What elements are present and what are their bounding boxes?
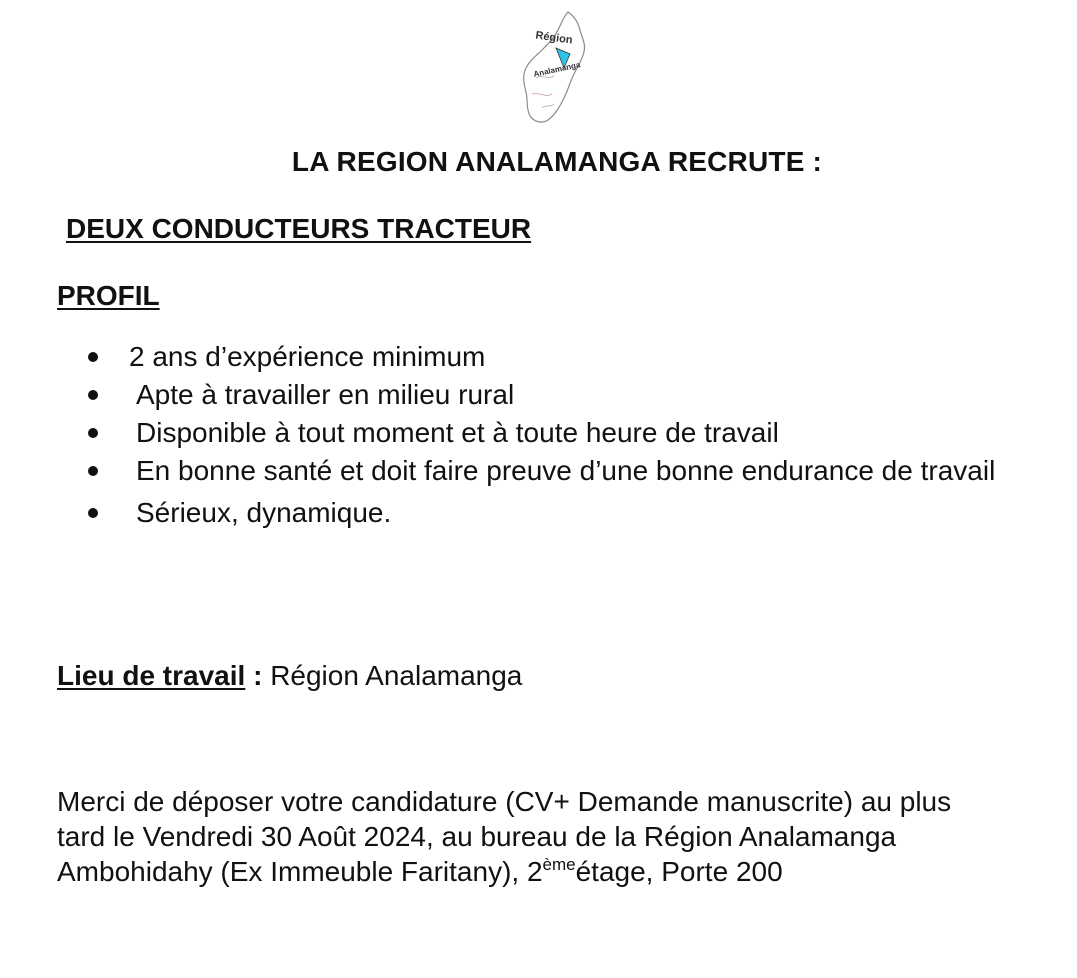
- profil-list: [0, 338, 1077, 532]
- region-analamanga-logo: [512, 8, 596, 128]
- application-line-1: Merci de déposer votre candidature (CV+ Demande manuscrite) au plus: [57, 786, 952, 817]
- list-item: [0, 376, 1006, 414]
- list-item: [0, 414, 1006, 452]
- workplace-value: Région Analamanga: [270, 660, 523, 691]
- headline: LA REGION ANALAMANGA RECRUTE :: [291, 146, 823, 177]
- bullet-icon: [88, 466, 98, 476]
- list-item: [0, 494, 1006, 532]
- list-item: [0, 338, 999, 376]
- application-instructions: [57, 784, 1067, 889]
- floor-ordinal-superscript: ème: [542, 855, 576, 874]
- list-item-text: Disponible à tout moment et à toute heure de travail: [136, 417, 779, 448]
- profil-heading: PROFIL: [57, 280, 160, 311]
- list-item-text: Sérieux, dynamique.: [136, 497, 392, 528]
- workplace-separator: :: [245, 660, 271, 691]
- job-title: DEUX CONDUCTEURS TRACTEUR: [66, 213, 532, 244]
- bullet-icon: [88, 352, 98, 362]
- application-line-3: [57, 854, 1067, 889]
- svg-text:Analamanga: Analamanga: [532, 60, 582, 79]
- bullet-icon: [88, 428, 98, 438]
- bullet-icon: [88, 508, 98, 518]
- application-line-3-end: étage, Porte 200: [575, 856, 783, 887]
- list-item-text: 2 ans d’expérience minimum: [129, 341, 486, 372]
- list-item-text: En bonne santé et doit faire preuve d’une bonne endurance de travail: [136, 455, 996, 486]
- madagascar-map-icon: [512, 8, 596, 128]
- application-line-3-text: Ambohidahy (Ex Immeuble Faritany), 2: [57, 856, 543, 887]
- workplace-label: Lieu de travail: [57, 660, 246, 691]
- workplace: [57, 660, 522, 692]
- bullet-icon: [88, 390, 98, 400]
- list-item-text: Apte à travailler en milieu rural: [136, 379, 515, 410]
- application-line-2: tard le Vendredi 30 Août 2024, au bureau de la Région Analamanga: [57, 821, 897, 852]
- list-item: [0, 452, 1006, 490]
- svg-text:Région: Région: [534, 29, 574, 47]
